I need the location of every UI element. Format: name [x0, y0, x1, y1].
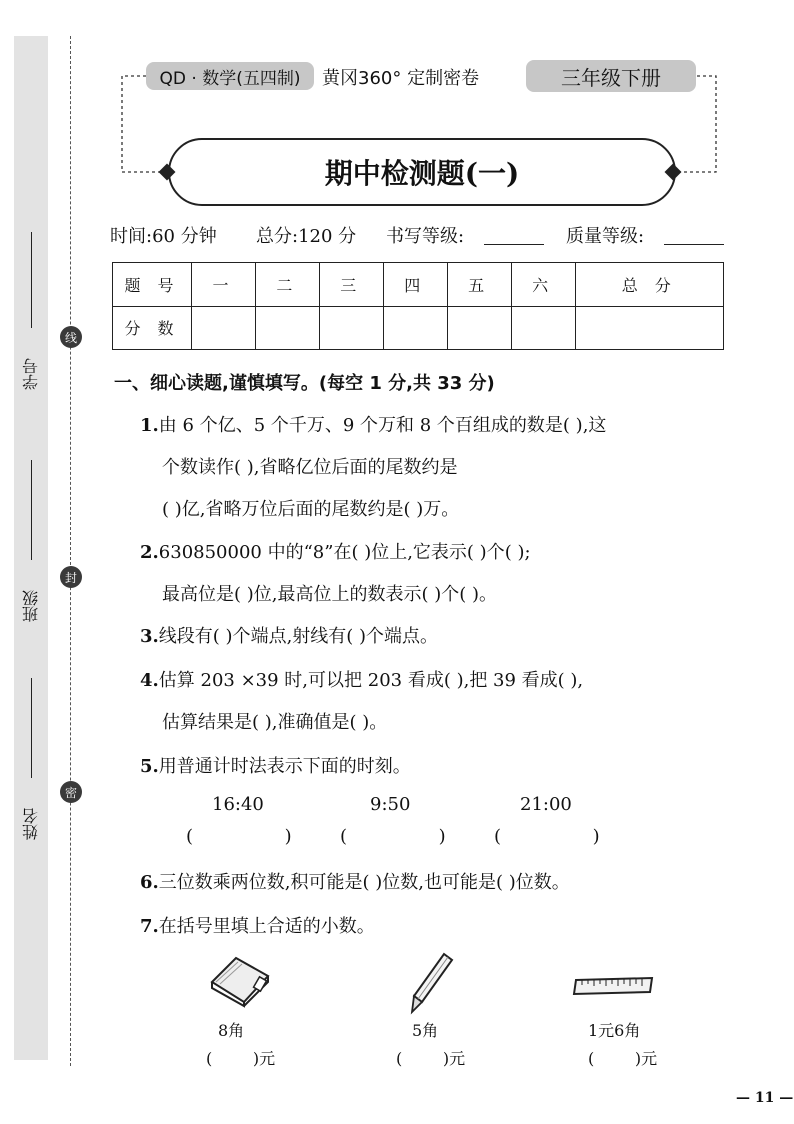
question-text: 估算 203 ×39 时,可以把 203 看成( ),把 39 看成( ), [158, 670, 584, 691]
question-number: 5. [140, 756, 159, 777]
seal-line-badge: 线 [60, 326, 82, 348]
class-label: 班级 [21, 590, 41, 622]
ruler-icon [570, 972, 656, 1002]
question-2-line-1 [140, 538, 531, 564]
section-heading: 一、细心读题,谨慎填写。(每空 1 分,共 33 分) [114, 373, 495, 394]
question-number: 2. [140, 542, 159, 563]
score-table [112, 262, 724, 350]
question-number: 3. [140, 626, 159, 647]
question-text: 由 6 个亿、5 个千万、9 个万和 8 个百组成的数是( ),这 [158, 415, 607, 436]
score-cell[interactable] [255, 306, 319, 350]
score-table-header-cell: 三 [319, 263, 383, 307]
quality-grade-blank[interactable] [664, 244, 724, 245]
question-number: 4. [140, 670, 159, 691]
ruler-price: 1元6角 [588, 1021, 641, 1040]
score-table-header-cell: 四 [383, 263, 447, 307]
quality-grade-label: 质量等级: [566, 226, 645, 247]
time-value-2: 9:50 [370, 794, 411, 815]
question-text: 线段有( )个端点,射线有( )个端点。 [158, 626, 439, 647]
score-cell[interactable] [575, 306, 723, 350]
score-cell[interactable] [383, 306, 447, 350]
student-id-fill-line [31, 232, 32, 328]
page-number: — 11 — [736, 1090, 794, 1106]
score-cell[interactable] [192, 306, 256, 350]
notebook-icon [206, 952, 272, 1008]
question-4-line-1 [140, 666, 583, 692]
question-7 [140, 912, 375, 938]
notebook-price: 8角 [218, 1021, 245, 1040]
page-title: 期中检测题(一) [324, 157, 520, 190]
time-answer-blank-1[interactable]: ( ) [186, 826, 292, 847]
score-table-header-cell: 二 [255, 263, 319, 307]
student-id-label: 学号 [21, 358, 41, 390]
score-cell[interactable] [447, 306, 511, 350]
question-1-line-1 [140, 411, 606, 437]
writing-grade-label: 书写等级: [386, 226, 465, 247]
pencil-price: 5角 [412, 1021, 439, 1040]
question-number: 7. [140, 916, 159, 937]
exam-total-score: 总分:120 分 [256, 226, 357, 247]
grade-badge: 三年级下册 [526, 60, 696, 92]
score-table-header-cell: 题 号 [113, 263, 192, 307]
series-badge: QD · 数学(五四制) [146, 62, 314, 90]
score-table-header-cell: 一 [192, 263, 256, 307]
notebook-answer-blank[interactable]: ( )元 [206, 1049, 276, 1068]
score-table-header-cell: 总 分 [575, 263, 723, 307]
question-6 [140, 868, 570, 894]
question-text: 630850000 中的“8”在( )位上,它表示( )个( ); [158, 542, 531, 563]
score-table-header-row [113, 263, 724, 307]
time-value-1: 16:40 [212, 794, 264, 815]
question-text: 用普通计时法表示下面的时刻。 [158, 756, 411, 777]
seal-seal-badge: 封 [60, 566, 82, 588]
question-4-line-2: 估算结果是( ),准确值是( )。 [162, 712, 388, 733]
question-2-line-2: 最高位是( )位,最高位上的数表示( )个( )。 [162, 584, 498, 605]
score-table-score-row [113, 306, 724, 350]
brand-title: 黄冈360° 定制密卷 [322, 68, 480, 89]
question-text: 在括号里填上合适的小数。 [158, 916, 375, 937]
name-label: 姓名 [21, 808, 41, 840]
question-text: 三位数乘两位数,积可能是( )位数,也可能是( )位数。 [158, 872, 570, 893]
question-1-line-2: 个数读作( ),省略亿位后面的尾数约是 [162, 457, 458, 478]
score-table-header-cell: 五 [447, 263, 511, 307]
question-number: 1. [140, 415, 159, 436]
writing-grade-blank[interactable] [484, 244, 544, 245]
score-row-label: 分 数 [113, 306, 192, 350]
name-fill-line [31, 678, 32, 778]
question-1-line-3: ( )亿,省略万位后面的尾数约是( )万。 [162, 499, 460, 520]
time-answer-blank-3[interactable]: ( ) [494, 826, 600, 847]
question-5 [140, 752, 411, 778]
exam-time: 时间:60 分钟 [110, 226, 217, 247]
ruler-answer-blank[interactable]: ( )元 [588, 1049, 658, 1068]
pencil-icon [406, 950, 456, 1016]
question-number: 6. [140, 872, 159, 893]
question-3 [140, 622, 438, 648]
score-cell[interactable] [511, 306, 575, 350]
score-table-header-cell: 六 [511, 263, 575, 307]
time-answer-blank-2[interactable]: ( ) [340, 826, 446, 847]
score-cell[interactable] [319, 306, 383, 350]
seal-secret-badge: 密 [60, 781, 82, 803]
class-fill-line [31, 460, 32, 560]
time-value-3: 21:00 [520, 794, 572, 815]
pencil-answer-blank[interactable]: ( )元 [396, 1049, 466, 1068]
